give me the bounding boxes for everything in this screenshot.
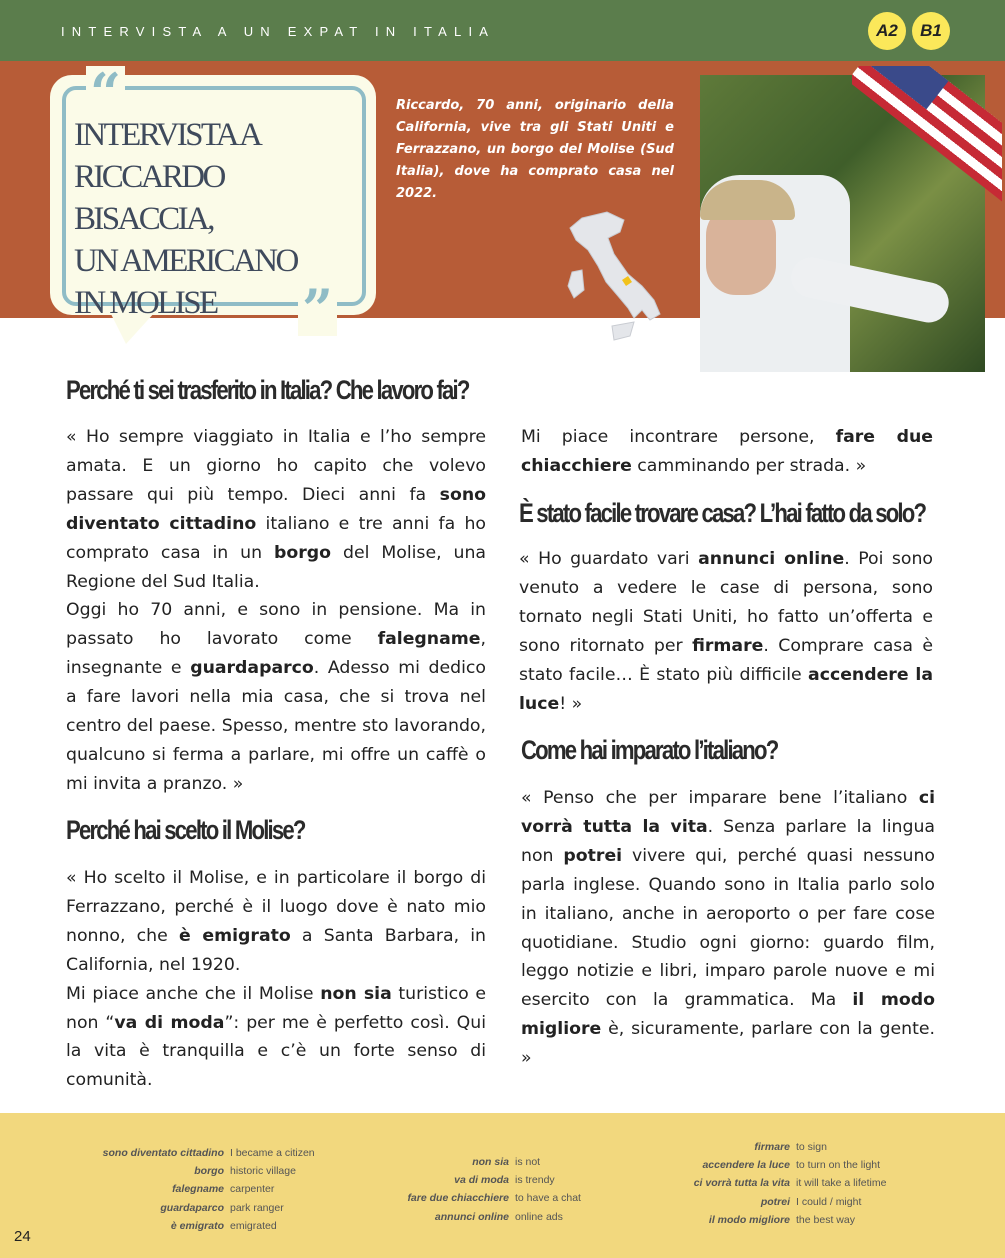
text-run: è, sicuramente, parlare con la gente. » [521,1019,935,1069]
text-run: « Ho scelto il Molise, e in particolare il borgo di Ferrazzano, perché è il luogo dove è nato mio nonno, che [66,868,486,946]
paragraph [66,864,486,980]
glossary-definition: to turn on the light [796,1159,881,1172]
paragraph [521,423,933,481]
text-run: . Comprare casa è stato facile… È stato più difficile [519,635,933,685]
glossary-definition: online ads [515,1210,563,1223]
vocab-term: fare due chiacchiere [521,427,933,476]
vocab-term: è emigrato [178,925,291,946]
section-body [66,864,486,1095]
glossary-column [60,1144,315,1235]
glossary-entry [340,1208,581,1226]
glossary [0,1113,1005,1258]
glossary-term: fare due chiacchiere [407,1192,509,1205]
text-run: Mi piace incontrare persone, [521,427,836,447]
glossary-definition: carpenter [230,1183,275,1196]
glossary-term: il modo migliore [708,1213,790,1226]
glossary-entry [630,1156,886,1174]
text-run: . Senza parlare la lingua non [521,816,935,866]
text-run: turistico e non “ [66,983,486,1033]
vocab-term: firmare [692,635,764,656]
glossary-entry [60,1199,315,1217]
vocab-term: ci vorrà tutta la vita [521,788,935,837]
vocab-term: sono diventato cittadino [66,484,486,534]
text-run: ! » [559,693,583,714]
level-badge-a2: A2 [868,12,906,50]
vocab-term: annunci online [698,549,845,569]
glossary-entry [630,1174,886,1192]
glossary-entry [60,1144,315,1162]
glossary-definition: to have a chat [515,1192,581,1205]
level-badge-b1: B1 [912,12,950,50]
section-kicker: INTERVISTA A UN EXPAT IN ITALIA [61,24,496,39]
glossary-definition: is not [515,1156,541,1169]
vocab-term: guardaparco [190,658,314,679]
paragraph [66,423,486,596]
text-run: . Poi sono venuto a vedere le case di persona, sono tornato negli Stati Uniti, ho fatto un’offerta e sono ritornato per [519,549,933,656]
us-flag-ribbon-icon [852,66,1002,206]
intro-text: Riccardo, 70 anni, originario della California, vive tra gli Stati Uniti e Ferrazzano, un borgo del Molise (Sud Italia), dove ha comprato casa nel 2022. [396,98,674,201]
page-number: 24 [14,1228,31,1245]
text-run: a Santa Barbara, in California, nel 1920. [66,925,487,975]
paragraph [519,545,933,718]
italy-map-icon [562,210,666,350]
glossary-definition: the best way [796,1213,855,1226]
text-run: vivere qui, perché quasi nessuno parla inglese. Quando sono in Italia parlo solo in italiano, anche in aeroporto o per fare cose quotidiane. Studio ogni giorno: guardo film, leggo notizie e libri, imparo parole nuove e mi esercito con la grammatica. Ma [521,845,935,1011]
vocab-term: falegname [377,629,481,650]
glossary-term: borgo [194,1165,224,1178]
glossary-entry [60,1162,315,1180]
title-line: RICCARDO BISACCIA, [74,159,224,237]
glossary-definition: I could / might [796,1195,862,1208]
vocab-term: non sia [320,983,392,1004]
text-run: camminando per strada. » [631,455,867,476]
glossary-entry [630,1193,886,1211]
open-quote-icon: “ [86,66,125,120]
section-heading: Come hai imparato l’italiano? [521,735,778,765]
title-line: IN MOLISE [74,285,217,321]
glossary-term: sono diventato cittadino [102,1147,224,1160]
text-run: . Adesso mi dedico a fare lavori nella mia casa, che si trova nel centro del paese. Spesso, mentre sto lavorando, qualcuno si ferma a parlare, mi offre un caffè o mi invita a pranzo. » [66,658,486,794]
glossary-entry [630,1211,886,1229]
glossary-entry [60,1217,315,1235]
article-title [74,114,364,324]
glossary-entry [630,1138,886,1156]
vocab-term: accendere la luce [519,664,934,714]
glossary-definition: is trendy [515,1174,555,1187]
text-run: « Ho guardato vari [519,549,699,569]
glossary-term: guardaparco [160,1201,224,1214]
glossary-definition: park ranger [230,1201,284,1214]
paragraph [66,596,486,798]
section-body [519,545,933,718]
vocab-term: potrei [563,845,623,866]
text-run: ”: per me è perfetto così. Qui la vita è tranquilla e c’è un forte senso di comunità. [66,1012,486,1091]
glossary-entry [340,1189,581,1207]
vocab-term: il modo migliore [521,990,935,1040]
close-quote-icon: ” [298,282,337,336]
glossary-term: ci vorrà tutta la vita [693,1177,790,1190]
glossary-definition: I became a citizen [230,1147,315,1160]
glossary-entry [340,1153,581,1171]
vocab-term: va di moda [114,1012,225,1033]
glossary-definition: emigrated [230,1219,277,1232]
glossary-definition: it will take a lifetime [796,1177,887,1190]
glossary-definition: to sign [796,1141,827,1154]
top-bar [0,0,1005,61]
glossary-term: annunci online [434,1210,509,1223]
glossary-term: firmare [754,1141,790,1154]
text-run: italiano e tre anni fa ho comprato casa in un [66,513,486,563]
glossary-entry [60,1180,315,1198]
section-heading: È stato facile trovare casa? L’hai fatto da solo? [519,498,926,528]
glossary-term: accendere la luce [702,1159,790,1172]
section-body [66,423,486,799]
section-body-continued [521,423,933,481]
text-run: « Penso che per imparare bene l’italiano [521,788,919,808]
text-run: del Molise, una Regione del Sud Italia. [66,542,487,592]
glossary-column [630,1138,886,1229]
section-body [521,784,935,1073]
glossary-term: è emigrato [170,1219,224,1232]
vocab-term: borgo [274,542,332,563]
glossary-entry [340,1171,581,1189]
text-run: Oggi ho 70 anni, e sono in pensione. Ma in passato ho lavorato come [66,600,486,650]
glossary-definition: historic village [230,1165,296,1178]
glossary-term: va di moda [454,1174,509,1187]
section-heading: Perché ti sei trasferito in Italia? Che lavoro fai? [66,375,469,405]
title-line: INTERVISTA A [74,117,261,153]
paragraph [66,980,486,1096]
text-run: « Ho sempre viaggiato in Italia e l’ho sempre amata. E un giorno ho capito che volevo passare qui più tempo. Dieci anni fa [66,427,486,505]
glossary-column [340,1153,581,1226]
glossary-term: non sia [472,1156,509,1169]
glossary-term: falegname [172,1183,224,1196]
glossary-term: potrei [760,1195,790,1208]
section-heading: Perché hai scelto il Molise? [66,815,305,845]
text-run: , insegnante e [66,629,486,679]
paragraph [521,784,935,1073]
text-run: Mi piace anche che il Molise [66,983,321,1004]
title-line: UN AMERICANO [74,243,297,279]
